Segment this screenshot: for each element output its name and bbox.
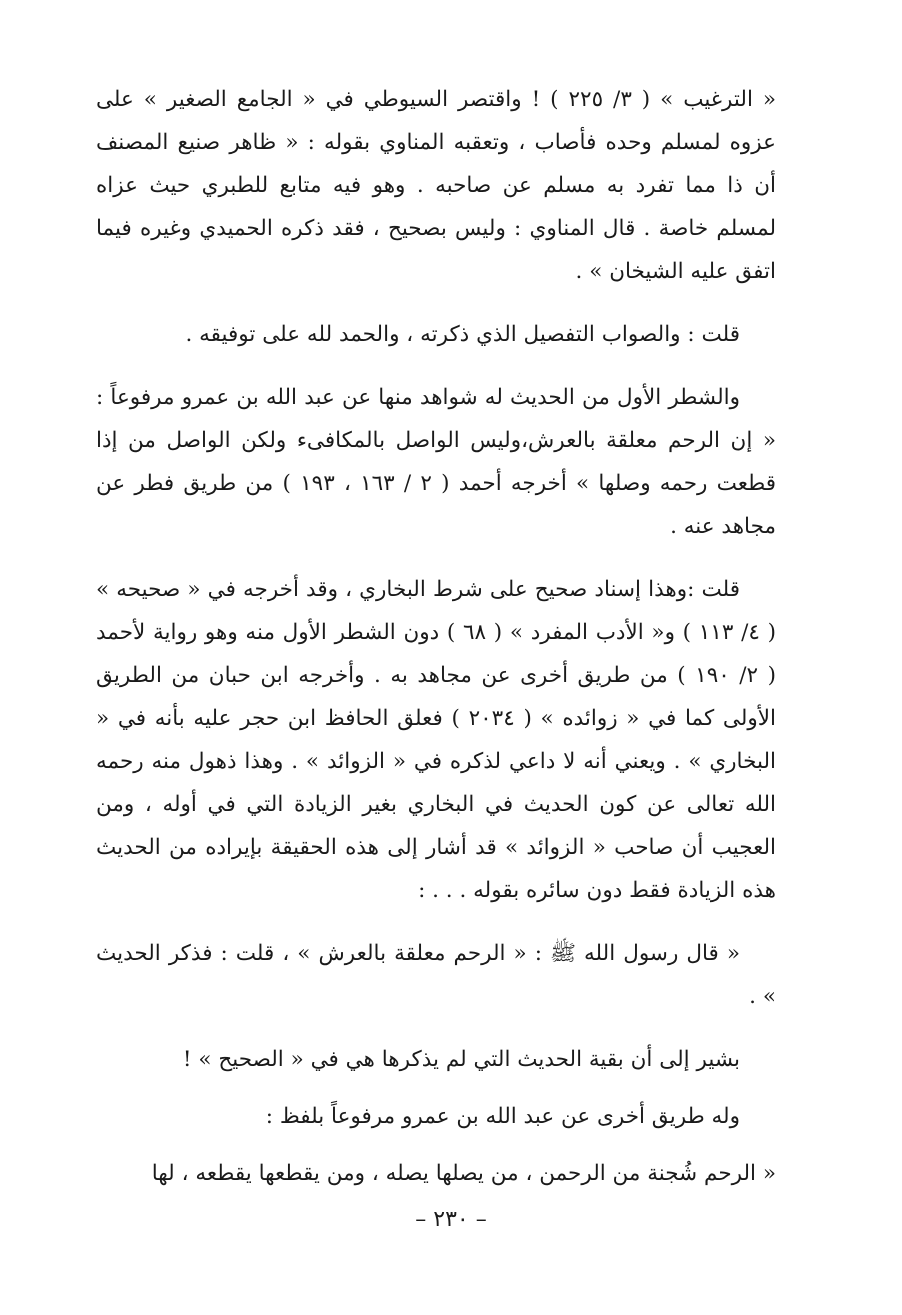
paragraph-qultu-sawab: قلت : والصواب التفصيل الذي ذكرته ، والحمد لله على توفيقه .: [185, 322, 740, 347]
paragraph-shatr-awwal: والشطر الأول من الحديث له شواهد منها عن عبد الله بن عمرو مرفوعاً : « إن الرحم معلقة بالعرش،وليس الواصل بالمكافىء ولكن الواصل من إذا قطعت رحمه وصلها » أخرجه أحمد ( ٢ / ١٦٣ ، ١٩٣ ) من طريق فطر عن مجاهد عنه .: [96, 385, 776, 539]
paragraph-isnad-sahih: قلت :وهذا إسناد صحيح على شرط البخاري ، وقد أخرجه في « صحيحه » ( ٤/ ١١٣ ) و« الأدب المفرد » ( ٦٨ ) دون الشطر الأول منه وهو رواية لأحمد ( ٢/ ١٩٠ ) من طريق أخرى عن مجاهد به . وأخرجه ابن حبان من الطريق الأولى كما في « زوائده » ( ٢٠٣٤ ) فعلق الحافظ ابن حجر عليه بأنه في « البخاري » . ويعني أنه لا داعي لذكره في « الزوائد » . وهذا ذهول منه رحمه الله تعالى عن كون الحديث في البخاري بغير الزيادة التي في أوله ، ومن العجيب أن صاحب « الزوائد » قد أشار إلى هذه الحقيقة بإيراده من الحديث هذه الزيادة فقط دون سائره بقوله . . . :: [96, 577, 776, 903]
page-body: [96, 78, 776, 1215]
paragraph-qala-rasul: « قال رسول الله ﷺ : « الرحم معلقة بالعرش » ، قلت : فذكر الحديث » .: [96, 941, 776, 1009]
paragraph-targhib: « الترغيب » ( ٣/ ٢٢٥ ) ! واقتصر السيوطي في « الجامع الصغير » على عزوه لمسلم وحده فأصاب ، وتعقبه المناوي بقوله : « ظاهر صنيع المصنف أن ذا مما تفرد به مسلم عن صاحبه . وهو فيه متابع للطبري حيث عزاه لمسلم خاصة . قال المناوي : وليس بصحيح ، فقد ذكره الحميدي وغيره فيما اتفق عليه الشيخان » .: [96, 87, 777, 284]
paragraph-tariq-ukhra: وله طريق أخرى عن عبد الله بن عمرو مرفوعاً بلفظ :: [265, 1104, 740, 1129]
page-number: – ٢٣٠ –: [415, 1207, 487, 1232]
paragraph-rahm-shujna: « الرحم شُجنة من الرحمن ، من يصلها يصله ، ومن يقطعها يقطعه ، لها: [151, 1161, 776, 1186]
paragraph-bashir: بشير إلى أن بقية الحديث التي لم يذكرها هي في « الصحيح » !: [182, 1047, 740, 1072]
